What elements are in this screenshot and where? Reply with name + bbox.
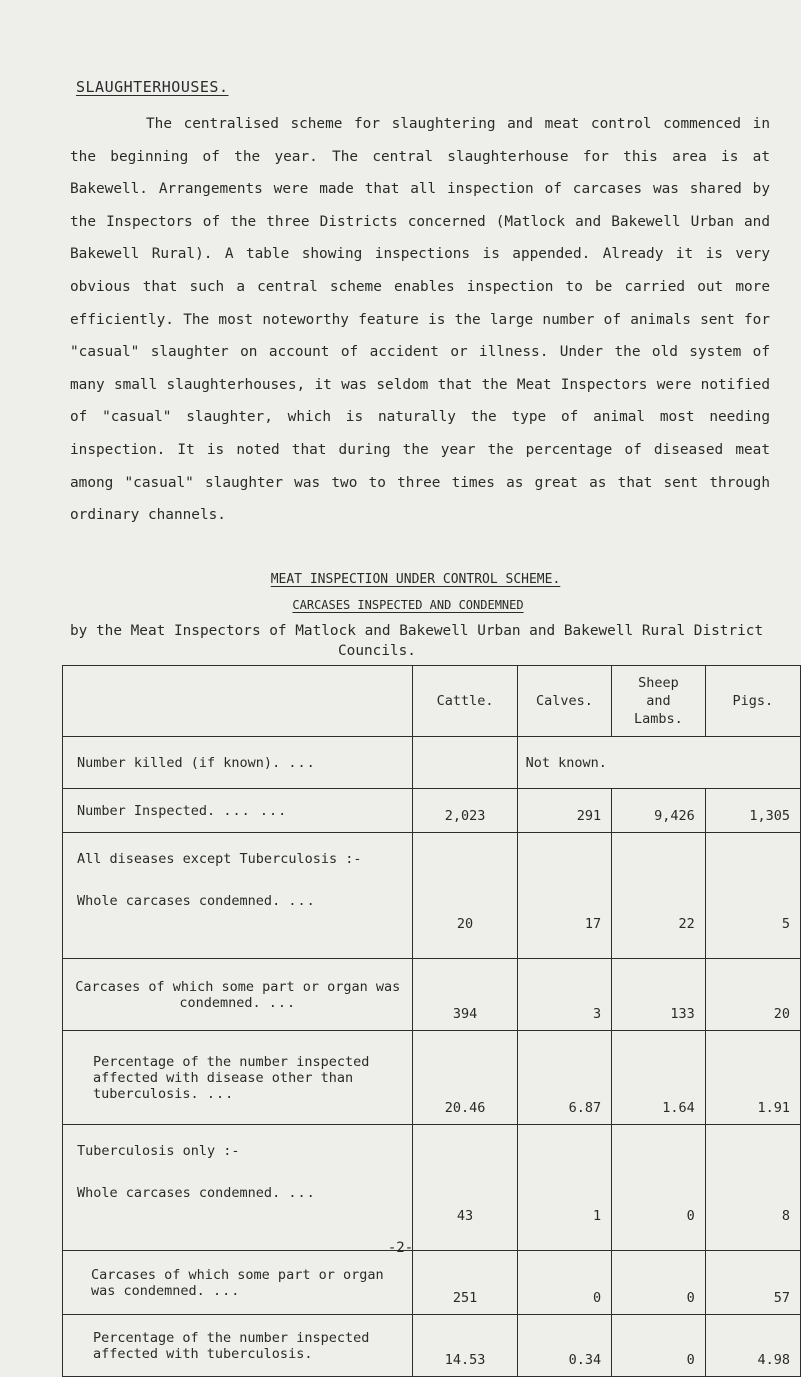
cell-sheep: 9,426 [612, 789, 706, 833]
cell-sheep: 1.64 [612, 1031, 706, 1125]
table-row [63, 789, 801, 833]
leader-dots: ... [268, 994, 297, 1011]
cell-cattle: 14.53 [413, 1315, 517, 1377]
cell-calves: 291 [517, 789, 612, 833]
row-label [63, 737, 413, 789]
row-label-text: Whole carcases condemned. [77, 1185, 281, 1201]
leader-dots: ... [288, 754, 316, 771]
row-label [63, 1315, 413, 1377]
cell-sheep: 0 [612, 1125, 706, 1251]
cell-not-known: Not known. [517, 737, 800, 789]
row-label [63, 1251, 413, 1315]
table-subtitle: CARCASES INSPECTED AND CONDEMNED [292, 598, 524, 612]
header-blank [63, 666, 413, 737]
inspection-table [62, 665, 801, 1377]
cell-pigs: 57 [705, 1251, 800, 1315]
cell-calves: 6.87 [517, 1031, 612, 1125]
row-label-text: Percentage of the number inspected affected with tuberculosis. [93, 1329, 370, 1362]
cell-cattle: 394 [413, 959, 517, 1031]
table-byline [70, 621, 770, 661]
cell-sheep: 133 [612, 959, 706, 1031]
cell-calves: 0 [517, 1251, 612, 1315]
cell-pigs: 8 [705, 1125, 800, 1251]
row-label-text: Percentage of the number inspected affected with disease other than tuberculosis. [93, 1053, 370, 1102]
byline-line-2: Councils. [338, 643, 416, 659]
header-sheep [612, 666, 706, 737]
table-row [63, 959, 801, 1031]
cell-cattle: 20.46 [413, 1031, 517, 1125]
leader-dots: ... [212, 1282, 241, 1299]
header-pigs: Pigs. [705, 666, 800, 737]
cell-sheep: 22 [612, 833, 706, 959]
cell-cattle: 2,023 [413, 789, 517, 833]
row-label-text: Carcases of which some part or organ was condemned. [75, 978, 401, 1011]
table-row [63, 737, 801, 789]
cell-sheep: 0 [612, 1315, 706, 1377]
row-label-text: Number killed (if known). [77, 754, 281, 771]
leader-dots: ... ... [223, 802, 288, 819]
row-label [63, 1031, 413, 1125]
row-label [63, 1125, 413, 1251]
cell-pigs: 1.91 [705, 1031, 800, 1125]
section-heading: SLAUGHTERHOUSES. [76, 78, 229, 96]
cell-cattle: 251 [413, 1251, 517, 1315]
group-label-all-diseases: All diseases except Tuberculosis :- [77, 851, 362, 867]
table-row [63, 1125, 801, 1251]
row-label-text: Whole carcases condemned. [77, 893, 281, 909]
cell-calves: 17 [517, 833, 612, 959]
row-label [63, 833, 413, 959]
row-label-text: Carcases of which some part or organ was condemned. [91, 1266, 384, 1299]
header-calves: Calves. [517, 666, 612, 737]
table-title: MEAT INSPECTION UNDER CONTROL SCHEME. [270, 572, 561, 587]
byline-line-1: by the Meat Inspectors of Matlock and Bakewell Urban and Bakewell Rural District [70, 623, 764, 639]
table-row [63, 1031, 801, 1125]
cell-pigs: 20 [705, 959, 800, 1031]
cell-pigs: 5 [705, 833, 800, 959]
body-paragraph: The centralised scheme for slaughtering and meat control commenced in the beginning of the year. The central slaughterhouse for this area is at Bakewell. Arrangements were made that all inspection of carcases was shared by the Inspectors of the three Districts concerned (Matlock and Bakewell Urban and Bakewell Rural). A table showing inspections is appended. Already it is very obvious that such a central scheme enables inspection to be carried out more efficiently. The most noteworthy feature is the large number of animals sent for "casual" slaughter on account of accident or illness. Under the old system of many small slaughterhouses, it was seldom that the Meat Inspectors were notified of "casual" slaughter, which is naturally the type of animal most needing inspection. It is noted that during the year the percentage of diseased meat among "casual" slaughter was two to three times as great as that sent through ordinary channels. [70, 116, 770, 524]
leader-dots: ... [288, 893, 316, 909]
cell-calves: 1 [517, 1125, 612, 1251]
row-label-text: Number Inspected. [77, 802, 216, 819]
cell-calves: 0.34 [517, 1315, 612, 1377]
cell-pigs: 1,305 [705, 789, 800, 833]
leader-dots: ... [206, 1085, 235, 1102]
table-header-row [63, 666, 801, 737]
cell-cattle [413, 737, 517, 789]
cell-cattle: 43 [413, 1125, 517, 1251]
row-label [63, 789, 413, 833]
leader-dots: ... [288, 1185, 316, 1201]
table-row [63, 1251, 801, 1315]
header-sheep-text: Sheep and Lambs. [634, 675, 683, 727]
cell-calves: 3 [517, 959, 612, 1031]
cell-sheep: 0 [612, 1251, 706, 1315]
cell-pigs: 4.98 [705, 1315, 800, 1377]
table-row [63, 833, 801, 959]
row-label [63, 959, 413, 1031]
group-label-tuberculosis: Tuberculosis only :- [77, 1143, 240, 1159]
table-row [63, 1315, 801, 1377]
cell-cattle: 20 [413, 833, 517, 959]
page-number: -2- [387, 1240, 414, 1256]
header-cattle: Cattle. [413, 666, 517, 737]
